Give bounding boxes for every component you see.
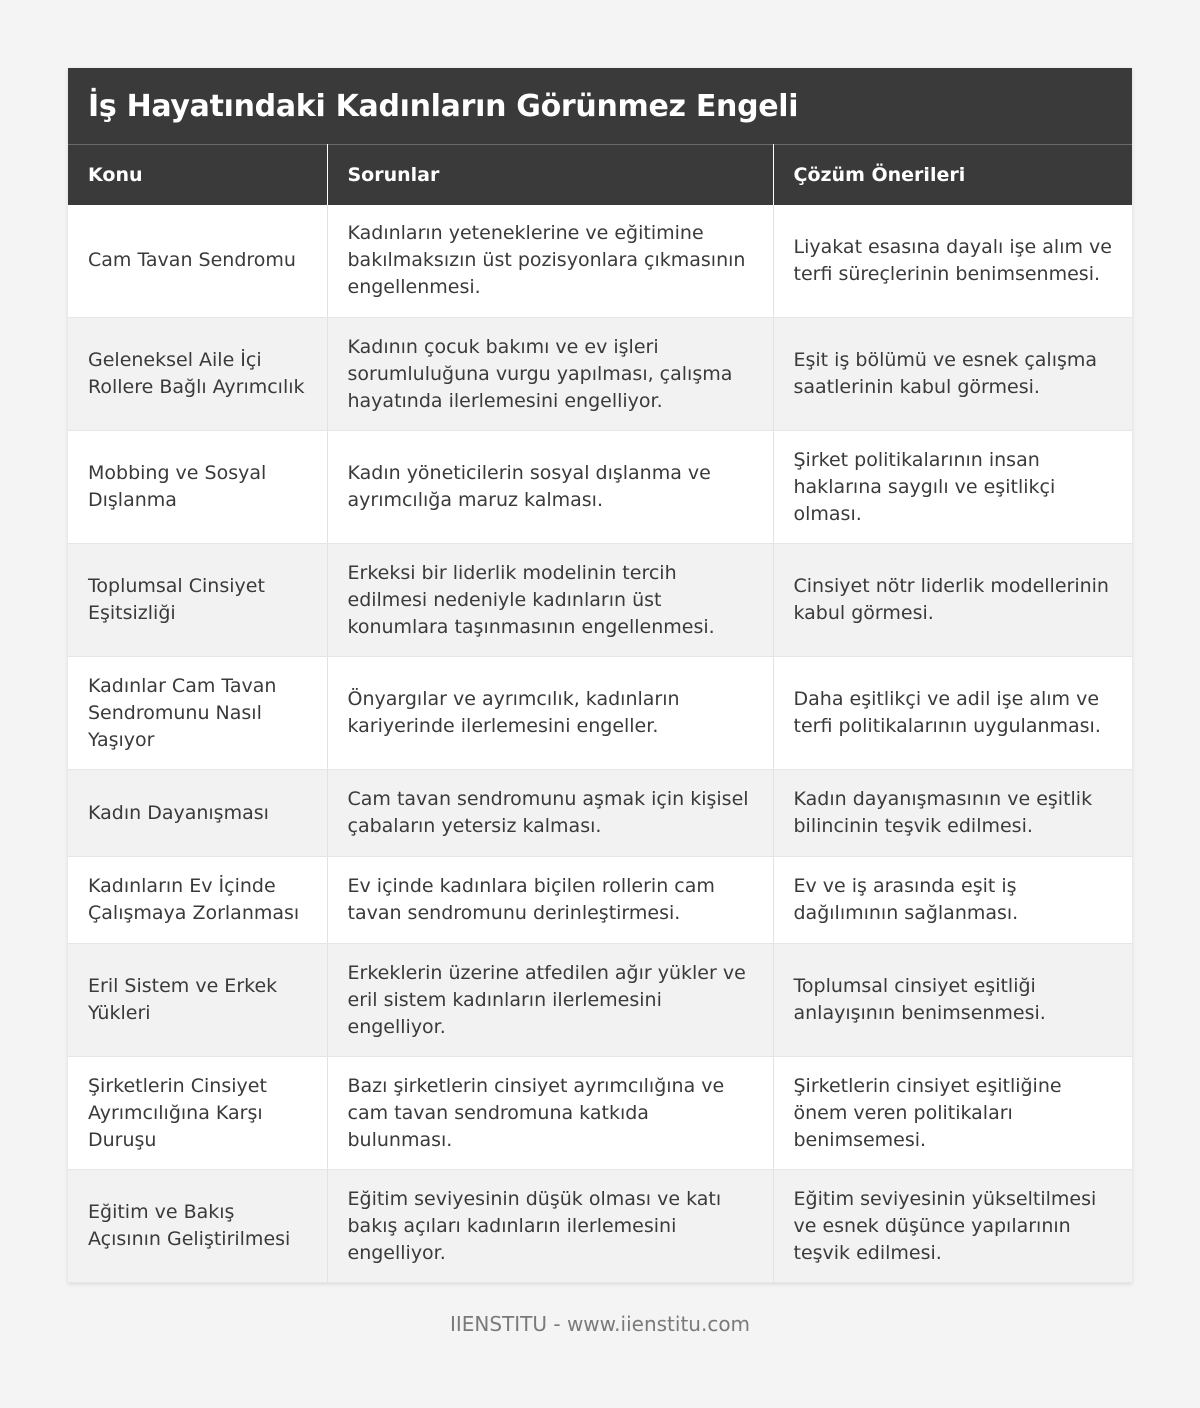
table-row <box>68 944 1132 1057</box>
data-table <box>68 144 1132 1283</box>
cell-konu: Şirketlerin Cinsiyet Ayrımcılığına Karşı Duruşu <box>68 1057 327 1170</box>
content-card <box>68 68 1132 1283</box>
page-title: İş Hayatındaki Kadınların Görünmez Engeli <box>68 68 1132 144</box>
cell-konu: Kadınların Ev İçinde Çalışmaya Zorlanması <box>68 857 327 944</box>
cell-cozum: Toplumsal cinsiyet eşitliği anlayışının benimsenmesi. <box>773 944 1132 1057</box>
cell-konu: Geleneksel Aile İçi Rollere Bağlı Ayrımcılık <box>68 318 327 431</box>
cell-konu: Toplumsal Cinsiyet Eşitsizliği <box>68 544 327 657</box>
cell-konu: Cam Tavan Sendromu <box>68 205 327 318</box>
cell-konu: Eril Sistem ve Erkek Yükleri <box>68 944 327 1057</box>
cell-sorunlar: Erkeklerin üzerine atfedilen ağır yükler ve eril sistem kadınların ilerlemesini engelliyor. <box>327 944 773 1057</box>
cell-konu: Eğitim ve Bakış Açısının Geliştirilmesi <box>68 1170 327 1283</box>
table-row <box>68 544 1132 657</box>
table-row <box>68 205 1132 318</box>
footer-credit: IIENSTITU - www.iienstitu.com <box>449 1312 751 1336</box>
table-row <box>68 657 1132 770</box>
cell-sorunlar: Önyargılar ve ayrımcılık, kadınların kariyerinde ilerlemesini engeller. <box>327 657 773 770</box>
cell-cozum: Ev ve iş arasında eşit iş dağılımının sağlanması. <box>773 857 1132 944</box>
cell-cozum: Kadın dayanışmasının ve eşitlik bilincinin teşvik edilmesi. <box>773 770 1132 857</box>
cell-sorunlar: Kadın yöneticilerin sosyal dışlanma ve ayrımcılığa maruz kalması. <box>327 431 773 544</box>
table-row <box>68 318 1132 431</box>
cell-sorunlar: Ev içinde kadınlara biçilen rollerin cam tavan sendromunu derinleştirmesi. <box>327 857 773 944</box>
column-header-cozum-onerileri: Çözüm Önerileri <box>773 145 1132 205</box>
cell-sorunlar: Erkeksi bir liderlik modelinin tercih edilmesi nedeniyle kadınların üst konumlara taşınmasının engellenmesi. <box>327 544 773 657</box>
table-row <box>68 1170 1132 1283</box>
column-header-sorunlar: Sorunlar <box>327 145 773 205</box>
cell-konu: Mobbing ve Sosyal Dışlanma <box>68 431 327 544</box>
cell-sorunlar: Cam tavan sendromunu aşmak için kişisel çabaların yetersiz kalması. <box>327 770 773 857</box>
cell-cozum: Daha eşitlikçi ve adil işe alım ve terfi politikalarının uygulanması. <box>773 657 1132 770</box>
cell-sorunlar: Eğitim seviyesinin düşük olması ve katı bakış açıları kadınların ilerlemesini engelliyor. <box>327 1170 773 1283</box>
cell-cozum: Eğitim seviyesinin yükseltilmesi ve esnek düşünce yapılarının teşvik edilmesi. <box>773 1170 1132 1283</box>
column-header-konu: Konu <box>68 145 327 205</box>
table-row <box>68 857 1132 944</box>
table-row <box>68 1057 1132 1170</box>
cell-sorunlar: Kadınların yeteneklerine ve eğitimine bakılmaksızın üst pozisyonlara çıkmasının engellenmesi. <box>327 205 773 318</box>
cell-konu: Kadın Dayanışması <box>68 770 327 857</box>
table-row <box>68 431 1132 544</box>
cell-cozum: Liyakat esasına dayalı işe alım ve terfi süreçlerinin benimsenmesi. <box>773 205 1132 318</box>
cell-cozum: Eşit iş bölümü ve esnek çalışma saatlerinin kabul görmesi. <box>773 318 1132 431</box>
cell-cozum: Şirket politikalarının insan haklarına saygılı ve eşitlikçi olması. <box>773 431 1132 544</box>
table-header-row <box>68 145 1132 205</box>
cell-cozum: Şirketlerin cinsiyet eşitliğine önem veren politikaları benimsemesi. <box>773 1057 1132 1170</box>
table-row <box>68 770 1132 857</box>
cell-sorunlar: Kadının çocuk bakımı ve ev işleri sorumluluğuna vurgu yapılması, çalışma hayatında ilerlemesini engelliyor. <box>327 318 773 431</box>
cell-konu: Kadınlar Cam Tavan Sendromunu Nasıl Yaşıyor <box>68 657 327 770</box>
cell-sorunlar: Bazı şirketlerin cinsiyet ayrımcılığına ve cam tavan sendromuna katkıda bulunması. <box>327 1057 773 1170</box>
cell-cozum: Cinsiyet nötr liderlik modellerinin kabul görmesi. <box>773 544 1132 657</box>
